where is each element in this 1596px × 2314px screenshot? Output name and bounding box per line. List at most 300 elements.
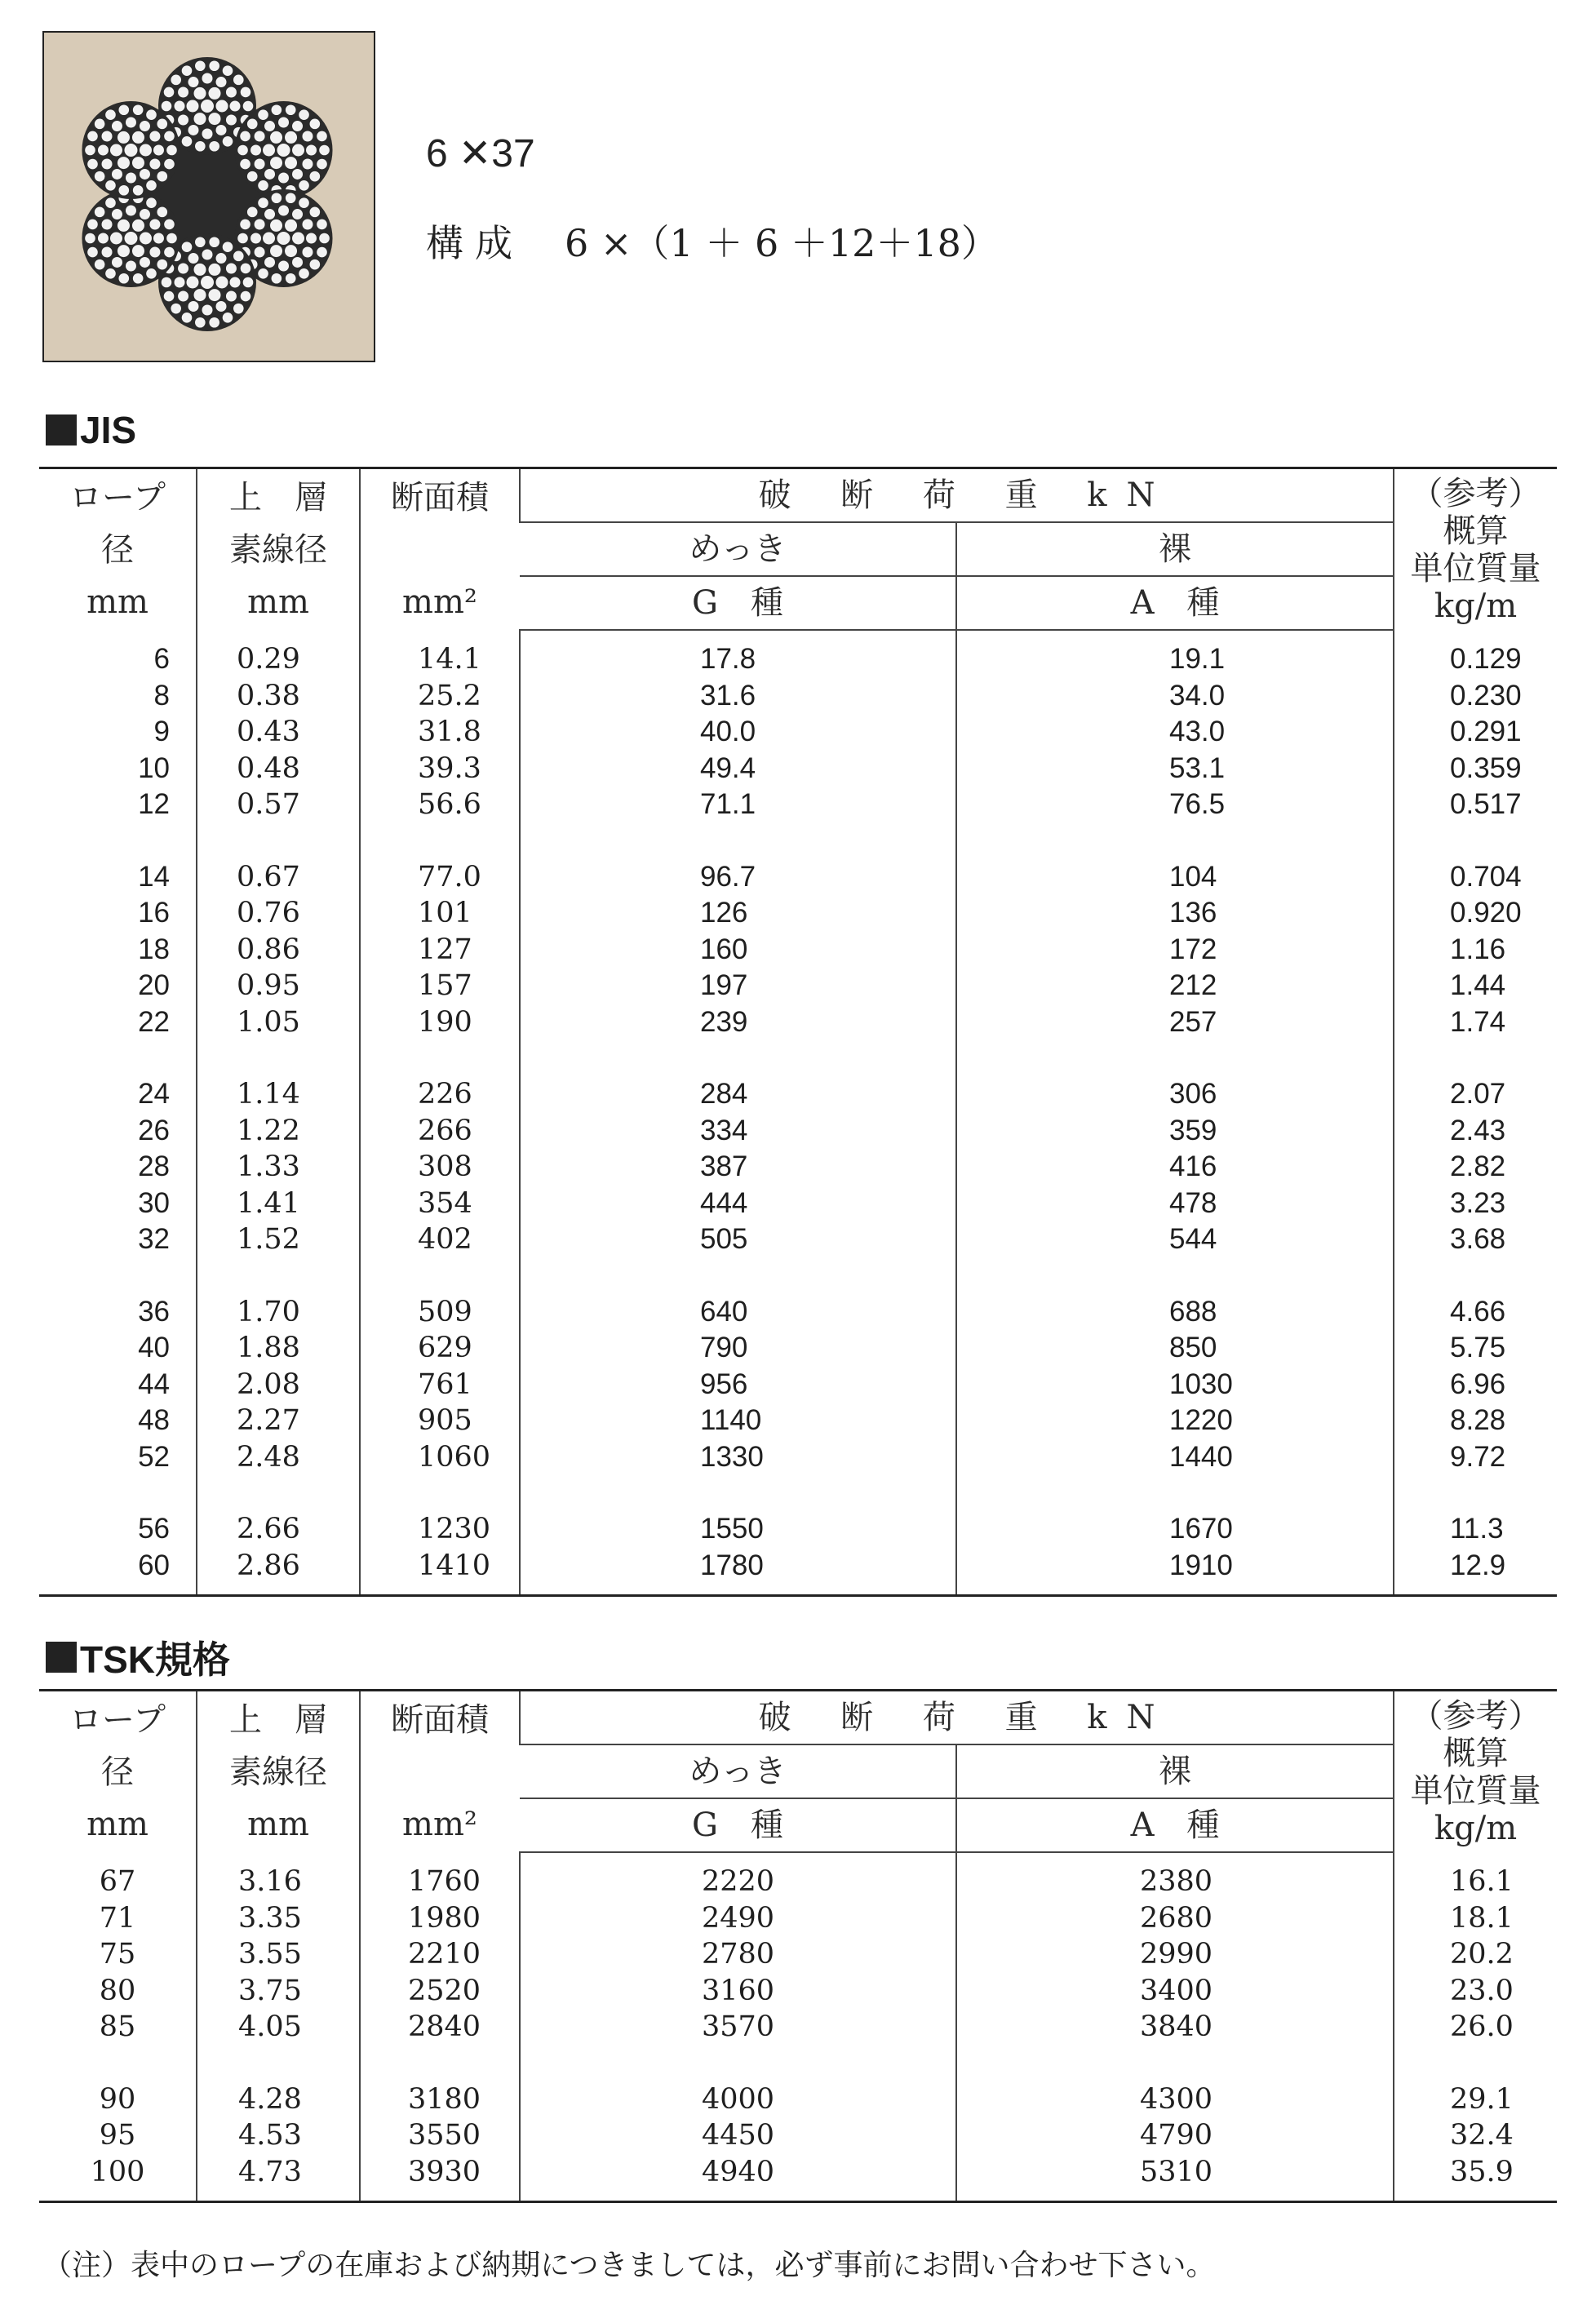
- rope-wire: [264, 121, 275, 131]
- rope-wire: [95, 171, 105, 182]
- cell-wire-diameter: 4.73: [197, 2154, 360, 2191]
- table-row: [39, 1511, 1557, 1548]
- rope-wire: [87, 159, 98, 170]
- cell-wire-diameter: 3.16: [197, 1864, 360, 1900]
- table-row: [39, 1294, 1557, 1331]
- cell-load-a: 5310: [956, 2154, 1394, 2191]
- rope-wire: [117, 157, 130, 169]
- rope-wire: [102, 159, 113, 170]
- rope-wire: [240, 219, 250, 230]
- rope-wire: [187, 100, 199, 113]
- cell-unit-mass: 2.07: [1394, 1076, 1557, 1113]
- cell-rope-diameter: 60: [138, 1549, 170, 1581]
- cell-unit-mass: 35.9: [1394, 2154, 1557, 2191]
- rope-wire: [302, 131, 313, 142]
- rope-wire: [188, 77, 199, 87]
- cell-unit-mass: 32.4: [1394, 2117, 1557, 2154]
- cell-area: 1980: [360, 1900, 520, 1937]
- rope-wire: [164, 131, 175, 142]
- cell-load-a: 688: [956, 1294, 1394, 1331]
- rope-wire: [149, 131, 160, 142]
- cell-area: 1410: [360, 1548, 520, 1585]
- rope-wire: [310, 171, 321, 182]
- cell-rope-diameter: 20: [138, 969, 170, 1001]
- cell-load-a: 2990: [956, 1936, 1394, 1973]
- cell-area: 31.8: [360, 714, 520, 751]
- rope-wire: [292, 209, 303, 219]
- rope-wire: [306, 233, 317, 244]
- rope-wire: [188, 301, 199, 312]
- cell-load-g: 4450: [520, 2117, 956, 2154]
- cell-load-a: 257: [956, 1004, 1394, 1041]
- rope-wire: [124, 144, 137, 157]
- cell-wire-diameter: 4.28: [197, 2081, 360, 2118]
- cell-load-a: 306: [956, 1076, 1394, 1113]
- cell-wire-diameter: 2.48: [197, 1439, 360, 1476]
- rope-wire: [118, 104, 129, 115]
- rope-wire: [209, 237, 219, 247]
- rope-wire: [233, 251, 244, 262]
- rope-wire: [162, 277, 172, 288]
- rope-wire: [149, 219, 160, 230]
- cell-unit-mass: 11.3: [1394, 1511, 1557, 1548]
- rope-wire: [255, 219, 265, 230]
- cell-rope-diameter: 71: [99, 1901, 136, 1935]
- rope-wire: [247, 171, 258, 182]
- square-bullet-icon: [46, 1642, 77, 1673]
- rope-wire: [285, 219, 297, 232]
- rope-wire: [241, 291, 251, 302]
- rope-wire: [209, 317, 219, 328]
- rope-wire: [112, 169, 122, 180]
- rope-wire: [182, 313, 193, 323]
- rope-wire: [202, 250, 213, 260]
- rope-wire: [157, 207, 167, 218]
- cell-load-a: 172: [956, 932, 1394, 969]
- rope-wire: [299, 109, 309, 120]
- rope-wire: [264, 257, 275, 268]
- cell-area: 56.6: [360, 787, 520, 823]
- cell-rope-diameter: 8: [153, 679, 170, 711]
- rope-wire: [105, 180, 116, 191]
- cell-load-a: 53.1: [956, 751, 1394, 787]
- cell-unit-mass: 2.82: [1394, 1149, 1557, 1186]
- col-rope-diameter: ロープ 径 mm: [69, 478, 166, 621]
- cell-area: 226: [360, 1076, 520, 1113]
- cell-load-g: 640: [520, 1294, 956, 1331]
- cell-load-a: 76.5: [956, 787, 1394, 823]
- rope-wire: [132, 131, 144, 144]
- cell-load-a: 4300: [956, 2081, 1394, 2118]
- table-row: [39, 1548, 1557, 1585]
- cell-rope-diameter: 30: [138, 1186, 170, 1219]
- rope-wire: [95, 259, 105, 270]
- rope-wire: [292, 257, 303, 268]
- rope-wire: [202, 129, 213, 140]
- rope-wire: [317, 131, 327, 142]
- rope-wire: [188, 253, 199, 264]
- cell-unit-mass: 0.920: [1394, 895, 1557, 932]
- cell-load-a: 3840: [956, 2009, 1394, 2046]
- rope-wire: [310, 207, 321, 218]
- rope-wire: [247, 207, 258, 218]
- cell-wire-diameter: 3.35: [197, 1900, 360, 1937]
- jis-table-body: [39, 630, 1557, 1595]
- cell-wire-diameter: 1.33: [197, 1149, 360, 1186]
- rope-wire: [270, 245, 282, 257]
- rope-wire: [95, 119, 105, 130]
- rope-wire: [132, 157, 144, 169]
- col-cross-section-area: 断面積 mm²: [360, 1691, 520, 1853]
- cell-wire-diameter: 0.29: [197, 641, 360, 678]
- cell-wire-diameter: 3.75: [197, 1973, 360, 2010]
- cell-wire-diameter: 0.38: [197, 678, 360, 715]
- rope-wire: [264, 169, 275, 180]
- rope-wire: [319, 233, 330, 244]
- cell-wire-diameter: 0.76: [197, 895, 360, 932]
- rope-wire: [133, 273, 144, 284]
- cell-rope-diameter: 75: [99, 1938, 136, 1970]
- col-outer-wire-diameter: 上 層 素線径 mm: [197, 468, 360, 631]
- cell-area: 905: [360, 1403, 520, 1439]
- rope-wire: [102, 131, 113, 142]
- cell-unit-mass: 0.230: [1394, 678, 1557, 715]
- cell-load-a: 136: [956, 895, 1394, 932]
- col-unit-mass: （参考） 概算 単位質量 kg/m: [1394, 1691, 1557, 1853]
- rope-wire: [292, 169, 303, 180]
- table-row: [39, 968, 1557, 1004]
- cell-unit-mass: 26.0: [1394, 2009, 1557, 2046]
- rope-wire: [240, 131, 250, 142]
- rope-wire: [302, 219, 313, 230]
- rope-wire: [226, 87, 237, 98]
- rope-wire: [216, 277, 228, 289]
- rope-wire: [182, 242, 193, 252]
- rope-wire: [140, 257, 150, 268]
- table-row: [39, 1403, 1557, 1439]
- col-bright: 裸: [956, 522, 1394, 576]
- cell-unit-mass: 6.96: [1394, 1367, 1557, 1403]
- table-row: [39, 787, 1557, 823]
- cell-load-a: 1030: [956, 1367, 1394, 1403]
- rope-wire: [178, 264, 188, 274]
- cell-load-g: 239: [520, 1004, 956, 1041]
- cell-load-g: 387: [520, 1149, 956, 1186]
- rope-wire: [112, 257, 122, 268]
- rope-wire: [299, 197, 309, 208]
- cell-unit-mass: 1.16: [1394, 932, 1557, 969]
- col-grade-a: A 種: [956, 1798, 1394, 1852]
- cell-rope-diameter: 40: [138, 1332, 170, 1363]
- table-row: [39, 932, 1557, 969]
- rope-wire: [195, 237, 206, 247]
- col-outer-wire-diameter: 上 層 素線径 mm: [197, 1691, 360, 1853]
- cell-load-a: 850: [956, 1330, 1394, 1367]
- cell-area: 157: [360, 968, 520, 1004]
- cell-area: 629: [360, 1330, 520, 1367]
- rope-wire: [112, 121, 122, 131]
- cell-area: 190: [360, 1004, 520, 1041]
- col-unit-mass: （参考） 概算 単位質量 kg/m: [1394, 468, 1557, 631]
- rope-wire: [164, 247, 175, 258]
- cell-load-g: 4000: [520, 2081, 956, 2118]
- table-row: [39, 678, 1557, 715]
- cell-load-g: 40.0: [520, 714, 956, 751]
- rope-wire: [299, 180, 309, 191]
- cell-load-g: 1550: [520, 1511, 956, 1548]
- cell-rope-diameter: 12: [138, 788, 170, 820]
- cell-wire-diameter: 2.27: [197, 1403, 360, 1439]
- cell-wire-diameter: 1.14: [197, 1076, 360, 1113]
- col-galvanized: めっき: [520, 1744, 956, 1798]
- rope-wire: [164, 291, 175, 302]
- cell-unit-mass: 20.2: [1394, 1936, 1557, 1973]
- rope-wire: [117, 131, 130, 144]
- rope-wire: [209, 141, 219, 152]
- cell-wire-diameter: 0.43: [197, 714, 360, 751]
- cell-load-a: 4790: [956, 2117, 1394, 2154]
- cell-area: 761: [360, 1367, 520, 1403]
- cell-unit-mass: 3.68: [1394, 1221, 1557, 1258]
- cell-wire-diameter: 4.05: [197, 2009, 360, 2046]
- rope-wire: [182, 136, 193, 147]
- rope-wire: [146, 180, 157, 191]
- table-header: [39, 1691, 1557, 1853]
- rope-wire: [157, 119, 167, 130]
- footnote: （注）表中のロープの在庫および納期につきましては，必ず事前にお問い合わせ下さい。: [42, 2249, 1216, 2282]
- rope-wire: [195, 317, 206, 328]
- col-grade-a: A 種: [956, 576, 1394, 630]
- cell-area: 101: [360, 895, 520, 932]
- rope-wire: [278, 261, 289, 272]
- cell-wire-diameter: 0.57: [197, 787, 360, 823]
- table-row: [39, 751, 1557, 787]
- rope-wire: [230, 101, 241, 112]
- cell-area: 2210: [360, 1936, 520, 1973]
- rope-wire: [277, 232, 290, 245]
- cell-unit-mass: 2.43: [1394, 1113, 1557, 1150]
- cell-area: 402: [360, 1221, 520, 1258]
- cell-rope-diameter: 80: [99, 1974, 136, 2007]
- cell-rope-diameter: 100: [90, 2155, 145, 2188]
- rope-wire: [216, 301, 227, 312]
- rope-wire: [299, 268, 309, 279]
- rope-cross-section-diagram: [44, 33, 374, 361]
- cell-load-g: 505: [520, 1221, 956, 1258]
- cell-rope-diameter: 24: [138, 1078, 170, 1110]
- rope-wire: [157, 259, 167, 270]
- rope-wire: [233, 304, 244, 314]
- rope-wire: [187, 277, 199, 289]
- rope-wire: [87, 131, 98, 142]
- rope-wire: [194, 113, 206, 125]
- rope-wire: [95, 207, 105, 218]
- rope-wire: [124, 232, 137, 245]
- cell-rope-diameter: 52: [138, 1440, 170, 1473]
- rope-wire: [175, 101, 185, 112]
- cell-area: 2520: [360, 1973, 520, 2010]
- rope-wire: [285, 245, 297, 257]
- rope-wire: [102, 247, 113, 258]
- col-rope-diameter: ロープ 径 mm: [69, 1700, 166, 1843]
- rope-wire: [171, 304, 181, 314]
- rope-wire: [164, 87, 175, 98]
- cell-unit-mass: 29.1: [1394, 2081, 1557, 2118]
- rope-wire: [270, 131, 282, 144]
- cell-load-a: 544: [956, 1221, 1394, 1258]
- cell-area: 308: [360, 1149, 520, 1186]
- table-row: [39, 1973, 1557, 2010]
- cell-load-g: 197: [520, 968, 956, 1004]
- rope-wire: [118, 185, 129, 196]
- cell-load-g: 1780: [520, 1548, 956, 1585]
- rope-wire: [85, 145, 95, 156]
- rope-wire: [140, 121, 150, 131]
- rope-wire: [132, 245, 144, 257]
- rope-wire: [317, 159, 327, 170]
- rope-wire: [226, 264, 237, 274]
- cell-load-a: 1440: [956, 1439, 1394, 1476]
- rope-wire: [209, 289, 221, 301]
- rope-wire: [286, 104, 296, 115]
- cell-rope-diameter: 85: [99, 2010, 136, 2043]
- cell-load-g: 2490: [520, 1900, 956, 1937]
- col-breaking-load: 破 断 荷 重 kN: [520, 468, 1394, 523]
- cell-load-g: 126: [520, 895, 956, 932]
- rope-wire: [209, 60, 219, 71]
- cell-unit-mass: 0.517: [1394, 787, 1557, 823]
- rope-wire: [216, 125, 227, 135]
- square-bullet-icon: [46, 414, 77, 446]
- rope-wire: [126, 261, 136, 272]
- cell-area: 509: [360, 1294, 520, 1331]
- table-row: [39, 2009, 1557, 2046]
- table-row: [39, 2154, 1557, 2191]
- cell-unit-mass: 9.72: [1394, 1439, 1557, 1476]
- construction-label: 構成: [426, 221, 524, 265]
- cell-load-a: 19.1: [956, 641, 1394, 678]
- rope-wire: [243, 101, 254, 112]
- rope-wire: [126, 173, 136, 184]
- rope-wire: [317, 247, 327, 258]
- rope-wire: [117, 219, 130, 232]
- rope-wire: [182, 65, 193, 76]
- cell-rope-diameter: 90: [99, 2082, 136, 2116]
- rope-wire: [85, 233, 95, 244]
- cell-rope-diameter: 36: [138, 1295, 170, 1328]
- rope-wire: [223, 65, 233, 76]
- rope-wire: [149, 247, 160, 258]
- rope-wire: [117, 245, 130, 257]
- rope-wire: [87, 219, 98, 230]
- cell-load-g: 956: [520, 1367, 956, 1403]
- cell-load-g: 71.1: [520, 787, 956, 823]
- cell-unit-mass: 3.23: [1394, 1186, 1557, 1222]
- rope-wire: [157, 171, 167, 182]
- rope-wire: [302, 159, 313, 170]
- rope-wire: [241, 87, 251, 98]
- rope-wire: [178, 291, 188, 302]
- rope-model: 6 ✕37: [426, 132, 535, 175]
- cell-area: 39.3: [360, 751, 520, 787]
- rope-wire: [243, 277, 254, 288]
- rope-wire: [319, 145, 330, 156]
- rope-wire: [306, 145, 317, 156]
- cell-load-g: 160: [520, 932, 956, 969]
- col-grade-g: G 種: [520, 576, 956, 630]
- col-bright: 裸: [956, 1744, 1394, 1798]
- rope-wire: [240, 159, 250, 170]
- cell-wire-diameter: 0.86: [197, 932, 360, 969]
- rope-wire: [194, 264, 206, 276]
- rope-wire: [310, 259, 321, 270]
- rope-wire: [237, 233, 248, 244]
- rope-wire: [286, 193, 296, 203]
- col-galvanized: めっき: [520, 522, 956, 576]
- cell-area: 3930: [360, 2154, 520, 2191]
- rope-wire: [178, 87, 188, 98]
- rope-wire: [278, 173, 289, 184]
- table-row: [39, 1149, 1557, 1186]
- rope-wire: [153, 233, 164, 244]
- cell-load-a: 43.0: [956, 714, 1394, 751]
- cell-area: 3180: [360, 2081, 520, 2118]
- construction-value: 6 ×（1 ＋ 6 ＋12＋18）: [565, 221, 999, 265]
- construction-line: [426, 214, 999, 268]
- cell-wire-diameter: 0.48: [197, 751, 360, 787]
- cell-rope-diameter: 26: [138, 1114, 170, 1146]
- cell-rope-diameter: 14: [138, 860, 170, 893]
- rope-wire: [105, 109, 116, 120]
- table-row: [39, 1864, 1557, 1900]
- cell-load-a: 34.0: [956, 678, 1394, 715]
- cell-load-a: 359: [956, 1113, 1394, 1150]
- cell-unit-mass: 0.359: [1394, 751, 1557, 787]
- rope-wire: [258, 197, 268, 208]
- cell-area: 1760: [360, 1864, 520, 1900]
- cell-load-g: 49.4: [520, 751, 956, 787]
- cell-wire-diameter: 2.86: [197, 1548, 360, 1585]
- tsk-spec-table: [39, 1689, 1557, 2203]
- cell-rope-diameter: 10: [138, 751, 170, 784]
- cell-wire-diameter: 1.88: [197, 1330, 360, 1367]
- cell-load-a: 478: [956, 1186, 1394, 1222]
- cell-load-a: 1910: [956, 1548, 1394, 1585]
- rope-wire: [166, 233, 177, 244]
- rope-wire: [209, 87, 221, 100]
- rope-wire: [286, 273, 296, 284]
- cell-area: 266: [360, 1113, 520, 1150]
- rope-wire: [175, 277, 185, 288]
- rope-wire: [126, 206, 136, 216]
- cell-load-a: 2680: [956, 1900, 1394, 1937]
- cell-rope-diameter: 18: [138, 933, 170, 965]
- table-row: [39, 1004, 1557, 1041]
- cell-load-g: 284: [520, 1076, 956, 1113]
- cell-load-g: 1140: [520, 1403, 956, 1439]
- rope-wire: [310, 119, 321, 130]
- cell-area: 77.0: [360, 859, 520, 896]
- rope-wire: [278, 117, 289, 128]
- cell-wire-diameter: 1.70: [197, 1294, 360, 1331]
- rope-wire: [110, 144, 122, 157]
- cell-load-g: 444: [520, 1186, 956, 1222]
- rope-wire: [202, 73, 213, 84]
- cell-area: 2840: [360, 2009, 520, 2046]
- rope-wire: [258, 109, 268, 120]
- rope-wire: [194, 87, 206, 100]
- rope-wire: [153, 145, 164, 156]
